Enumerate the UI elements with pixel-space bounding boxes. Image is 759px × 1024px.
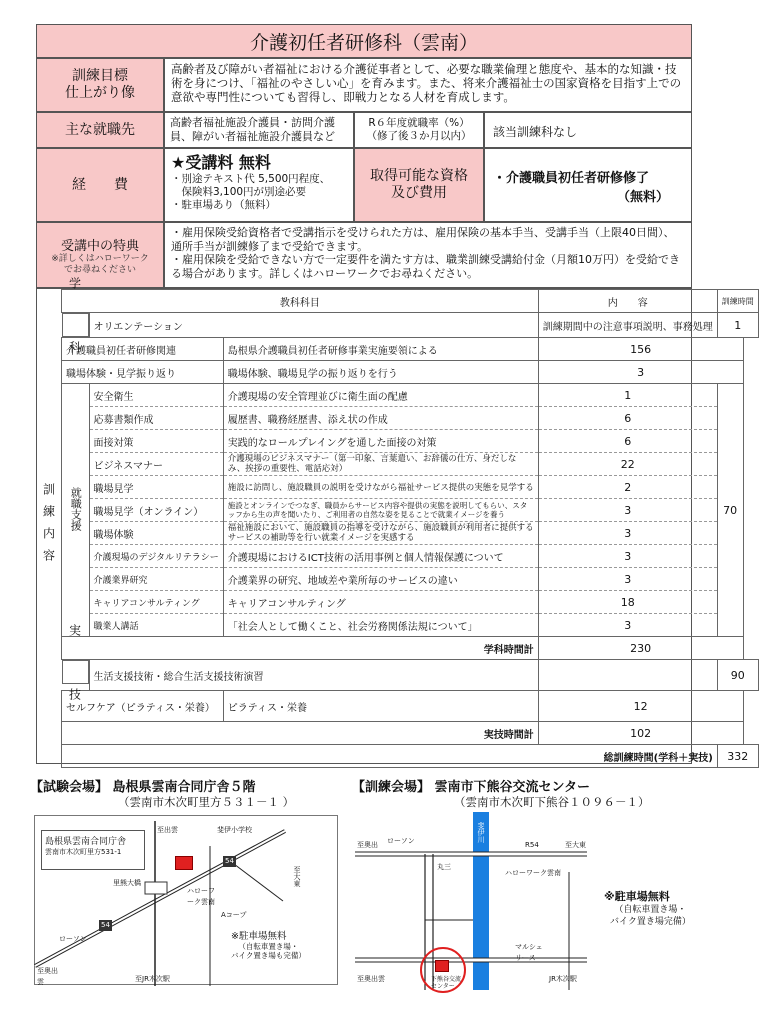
map-label: 里熊大橋 [113,879,141,887]
row-subject: 介護現場のデジタルリテラシー [89,545,223,568]
map-label: ローソン [387,837,415,845]
map-label: ハローワーク雲南 [187,887,215,906]
row-content: キャリアコンサルティング [223,591,538,614]
row-content: 介護業界の研究、地域差や業所毎のサービスの違い [223,568,538,591]
exam-location-marker [175,856,193,870]
cost-item: ・別途テキスト代 5,500円程度、 [171,173,331,185]
table-row [62,660,759,691]
cost-box [164,148,354,222]
map-label: 至大東 [293,866,301,887]
cost-item: 保険料3,100円が別途必要 [171,186,307,198]
route-sign: 54 [101,921,110,929]
group-jitsugi: 実 技 [62,660,89,684]
qualification-box [484,148,692,222]
map-label: 至出雲 [157,826,178,834]
table-row [62,430,759,453]
train-parking: ※駐車場無料 [604,890,670,903]
table-row [62,453,759,476]
row-hours: 18 [538,591,717,614]
jitsugi-total-label: 実技時間計 [62,722,539,745]
row-content: 履歴書、職務経歴書、添え状の作成 [223,407,538,430]
jitsugi-total: 102 [538,722,743,745]
jobs-label: 主な就職先 [36,112,164,148]
map-label: 至奥出雲 [37,967,58,986]
row-subject: 職場体験 [89,522,223,545]
row-content: 介護現場の安全管理並びに衛生面の配慮 [223,384,538,407]
shien-total: 70 [717,384,743,637]
employment-rate-label: R６年度就職率（%） （修了後３か月以内） [354,112,484,148]
table-row [62,522,759,545]
table-row [62,614,759,637]
row-subject: ビジネスマナー [89,453,223,476]
row-hours: 22 [538,453,717,476]
curriculum-table [61,277,759,768]
map-label: ハローワーク雲南 [505,869,561,877]
fee-headline: ★受講料 無料 [171,153,271,172]
row-content [538,660,717,691]
row-hours: 1 [717,313,758,338]
row-content: 実践的なロールプレイングを通した面接の対策 [223,430,538,453]
exam-parking-note: （自転車置き場・ バイク置き場も完備） [231,942,306,960]
row-subject: オリエンテーション [89,313,538,338]
grand-total-label: 総訓練時間(学科＋実技) [62,745,718,768]
row-hours: 1 [538,384,717,407]
header-hours: 訓練時間 [717,290,758,313]
row-hours: 12 [538,691,743,722]
row-content: 訓練期間中の注意事項説明、事務処理 [538,313,717,338]
row-hours: 90 [717,660,758,691]
map-label: JR木次駅 [549,975,577,983]
table-row [62,545,759,568]
row-hours: 3 [538,499,717,522]
row-subject: 職場見学（オンライン） [89,499,223,522]
map-label: 至奥出雲 [357,975,385,983]
row-content: 職場体験、職場見学の振り返りを行う [223,361,538,384]
table-header-row [62,290,759,313]
row-subject: 面接対策 [89,430,223,453]
group-shien: 就職支援 [62,384,90,637]
map-label: 斐伊川 [477,822,485,843]
row-content: 「社会人として働くこと、社会労務関係法規について」 [223,614,538,637]
row-subject: 介護職員初任者研修関連 [62,338,224,361]
table-row [62,568,759,591]
qualification-label: 取得可能な資格 及び費用 [354,148,484,222]
map-label: 斐伊小学校 [217,826,252,834]
benefits-text: ・雇用保険を受給できない方で一定要件を満たす方は、職業訓練受講給付金（月額10万円）を受給できる場合があります。詳しくはハローワークでお尋ねください。 [171,253,680,280]
row-content: 福祉施設において、施設職員の指導を受けながら、施設職員が利用者に提供するサービスの補助等を行い就業イメージを実感する [223,522,538,545]
map-label: 丸三 [437,863,451,871]
total-row [62,722,759,745]
train-location-marker [435,960,449,972]
route-sign: 54 [225,857,234,865]
row-content: 施設に訪問し、施設職員の説明を受けながら福祉サービス提供の実態を見学する [223,476,538,499]
row-content: ピラティス・栄養 [223,691,538,722]
benefits-note: ※詳しくはハローワーク でお尋ねください [51,253,149,275]
employment-rate-value: 該当訓練科なし [484,112,692,148]
row-subject: 生活支援技術・総合生活支援技術演習 [89,660,538,691]
curriculum [36,277,754,764]
row-content: 介護現場のビジネスマナー（第一印象、言葉遣い、お辞儀の仕方、身だしなみ、挨拶の重要性、電話応対） [223,453,538,476]
exam-map-callout [41,830,145,870]
benefits-box [164,222,692,288]
exam-map [34,815,338,985]
gakka-total: 230 [538,637,743,660]
benefits-text: ・雇用保険受給資格者で受講指示を受けられた方は、雇用保険の基本手当、受講手当（上限40日間）、通所手当が訓練修了まで受給できます。 [171,226,675,253]
header-content: 内 容 [538,290,717,313]
exam-parking: ※駐車場無料 [231,931,287,942]
page-title: 介護初任者研修科（雲南） [36,24,692,58]
exam-venue-address: （雲南市木次町里方５３１－１ ） [118,795,295,809]
curriculum-side-label: 訓練内容 [41,483,56,571]
table-row [62,384,759,407]
row-subject: 職業人講話 [89,614,223,637]
row-subject: 応募書類作成 [89,407,223,430]
header-subject: 教科科目 [62,290,539,313]
callout-name: 島根県雲南合同庁舎 [45,837,127,847]
benefits-label-box [36,222,164,288]
map-label: 至JR木次駅 [135,975,170,983]
row-hours: 3 [538,522,717,545]
grand-total: 332 [717,745,758,768]
qualification-text: ・介護職員初任者研修修了 [493,171,650,186]
map-label: 下熊谷交流センター [431,976,462,990]
train-map [355,812,587,990]
exam-venue-title: 【試験会場】 島根県雲南合同庁舎５階 [30,780,256,795]
group-gakka: 学 科 [62,313,89,337]
row-subject: キャリアコンサルティング [89,591,223,614]
row-hours: 3 [538,361,743,384]
table-row [62,407,759,430]
row-hours: 3 [538,568,717,591]
row-subject: 職場体験・見学振り返り [62,361,224,384]
table-row [62,691,759,722]
table-row [62,361,759,384]
row-subject: 介護業界研究 [89,568,223,591]
cost-label: 経 費 [36,148,164,222]
map-label: マルシェリース [515,943,543,962]
table-row [62,338,759,361]
goal-label: 訓練目標 仕上がり像 [36,58,164,112]
train-parking-note: （自転車置き場・ バイク置き場完備） [610,905,691,927]
row-content: 介護現場におけるICT技術の活用事例と個人情報保護について [223,545,538,568]
total-row [62,637,759,660]
cost-item: ・駐車場あり（無料） [171,199,276,211]
map-label: Aコープ [221,911,247,919]
row-subject: 安全衛生 [89,384,223,407]
table-row [62,499,759,522]
row-content: 施設とオンラインでつなぎ、職員からサービス内容や提供の実態を説明してもらい、スタッフから生の声を聞いたり、ご利用者の自然な姿を見ることで就業イメージを養う [223,499,538,522]
callout-address: 雲南市木次町里方531-1 [45,848,122,856]
qualification-note: （無料） [616,190,669,205]
row-subject: 職場見学 [89,476,223,499]
table-row [62,591,759,614]
row-hours: 6 [538,407,717,430]
jobs-text: 高齢者福祉施設介護員・訪問介護員、障がい者福祉施設介護員など [164,112,354,148]
train-venue-title: 【訓練会場】 雲南市下熊谷交流センター [352,780,591,795]
row-hours: 3 [538,545,717,568]
gakka-total-label: 学科時間計 [62,637,539,660]
row-hours: 3 [538,614,717,637]
row-content: 島根県介護職員初任者研修事業実施要領による [223,338,538,361]
row-hours: 6 [538,430,717,453]
train-venue-address: （雲南市木次町下熊谷１０９６－１） [454,795,650,809]
map-label: R54 [525,841,539,849]
benefits-label: 受講中の特典 [60,238,139,254]
grand-total-row [62,745,759,768]
table-row [62,313,759,338]
row-hours: 156 [538,338,743,361]
map-label: 至大東 [565,841,586,849]
map-label: 至奥出 [357,841,378,849]
table-row [62,476,759,499]
row-hours: 2 [538,476,717,499]
map-label: ローソン [59,935,87,943]
goal-text: 高齢者及び障がい者福祉における介護従事者として、必要な職業倫理と態度や、基本的な知識・技術を身につけ、「福祉のやさしい心」を育みます。また、将来介護福祉士の国家資格を目指す上での意欲や専門性についても習得し、即戦力となる人材を育成します。 [164,58,692,112]
row-subject: セルフケア（ピラティス・栄養） [62,691,224,722]
